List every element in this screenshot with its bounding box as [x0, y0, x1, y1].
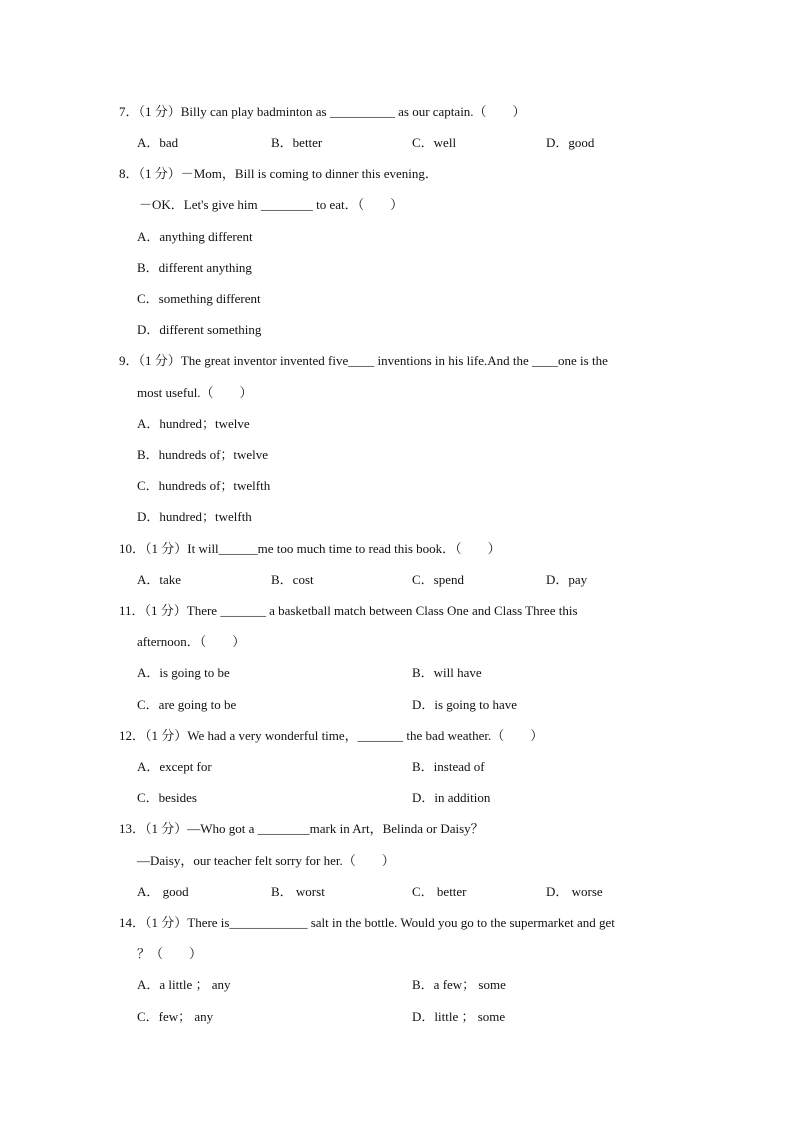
question-9-option-d: D．hundred；twelfth [137, 509, 252, 524]
question-11-stem: 11．（1 分）There _______ a basketball match between Class One and Class Three this [119, 603, 578, 618]
question-7-option-a: A．bad [137, 135, 179, 150]
question-12-option-a: A．except for [137, 759, 212, 774]
question-13-option-d: D． worse [546, 884, 603, 899]
question-7-option-c: C．well [412, 135, 457, 150]
question-14-stem: 14．（1 分）There is____________ salt in the bottle. Would you go to the supermarket and get [119, 915, 615, 930]
question-10-stem: 10．（1 分）It will______me too much time to read this book．（ ） [119, 541, 501, 556]
question-10-option-c: C．spend [412, 572, 465, 587]
question-8-stem-cont: －OK．Let's give him ________ to eat．（ ） [139, 197, 404, 212]
question-7-option-b: B．better [271, 135, 323, 150]
question-12-option-c: C．besides [137, 790, 197, 805]
question-8-stem: 8．（1 分）－Mom，Bill is coming to dinner this evening． [119, 166, 438, 181]
question-8-option-d: D．different something [137, 322, 262, 337]
question-12-option-d: D．in addition [412, 790, 491, 805]
question-10-option-d: D．pay [546, 572, 588, 587]
question-7-option-d: D．good [546, 135, 595, 150]
question-11-option-d: D．is going to have [412, 697, 518, 712]
question-9-option-b: B．hundreds of；twelve [137, 447, 269, 462]
question-11-stem-cont: afternoon．（ ） [137, 634, 246, 649]
question-12-stem: 12．（1 分）We had a very wonderful time，_______ the bad weather.（ ） [119, 728, 544, 743]
question-11-option-a: A．is going to be [137, 665, 230, 680]
question-9-option-a: A．hundred；twelve [137, 416, 250, 431]
question-9-stem-cont: most useful.（ ） [137, 385, 253, 400]
question-11-option-c: C．are going to be [137, 697, 237, 712]
question-8-option-a: A．anything different [137, 229, 253, 244]
question-7-stem: 7．（1 分）Billy can play badminton as __________ as our captain.（ ） [119, 104, 526, 119]
question-13-option-b: B． worst [271, 884, 325, 899]
question-9-stem: 9．（1 分）The great inventor invented five____ inventions in his life.And the ____one is the [119, 353, 608, 368]
question-14-stem-cont: ？（ ） [137, 946, 203, 961]
question-8-option-c: C．something different [137, 291, 261, 306]
question-13-option-a: A． good [137, 884, 189, 899]
question-14-option-d: D．little ； some [412, 1009, 506, 1024]
question-10-option-a: A．take [137, 572, 182, 587]
question-14-option-c: C．few； any [137, 1009, 214, 1024]
question-14-option-a: A．a little ； any [137, 977, 231, 992]
question-14-option-b: B．a few； some [412, 977, 506, 992]
question-10-option-b: B．cost [271, 572, 314, 587]
question-8-option-b: B．different anything [137, 260, 252, 275]
question-13-stem: 13．（1 分）—Who got a ________mark in Art，Belinda or Daisy？ [119, 821, 484, 836]
question-13-stem-cont: —Daisy，our teacher felt sorry for her.（ ） [137, 853, 395, 868]
question-12-option-b: B．instead of [412, 759, 485, 774]
question-9-option-c: C．hundreds of；twelfth [137, 478, 271, 493]
question-13-option-c: C． better [412, 884, 467, 899]
question-11-option-b: B．will have [412, 665, 482, 680]
